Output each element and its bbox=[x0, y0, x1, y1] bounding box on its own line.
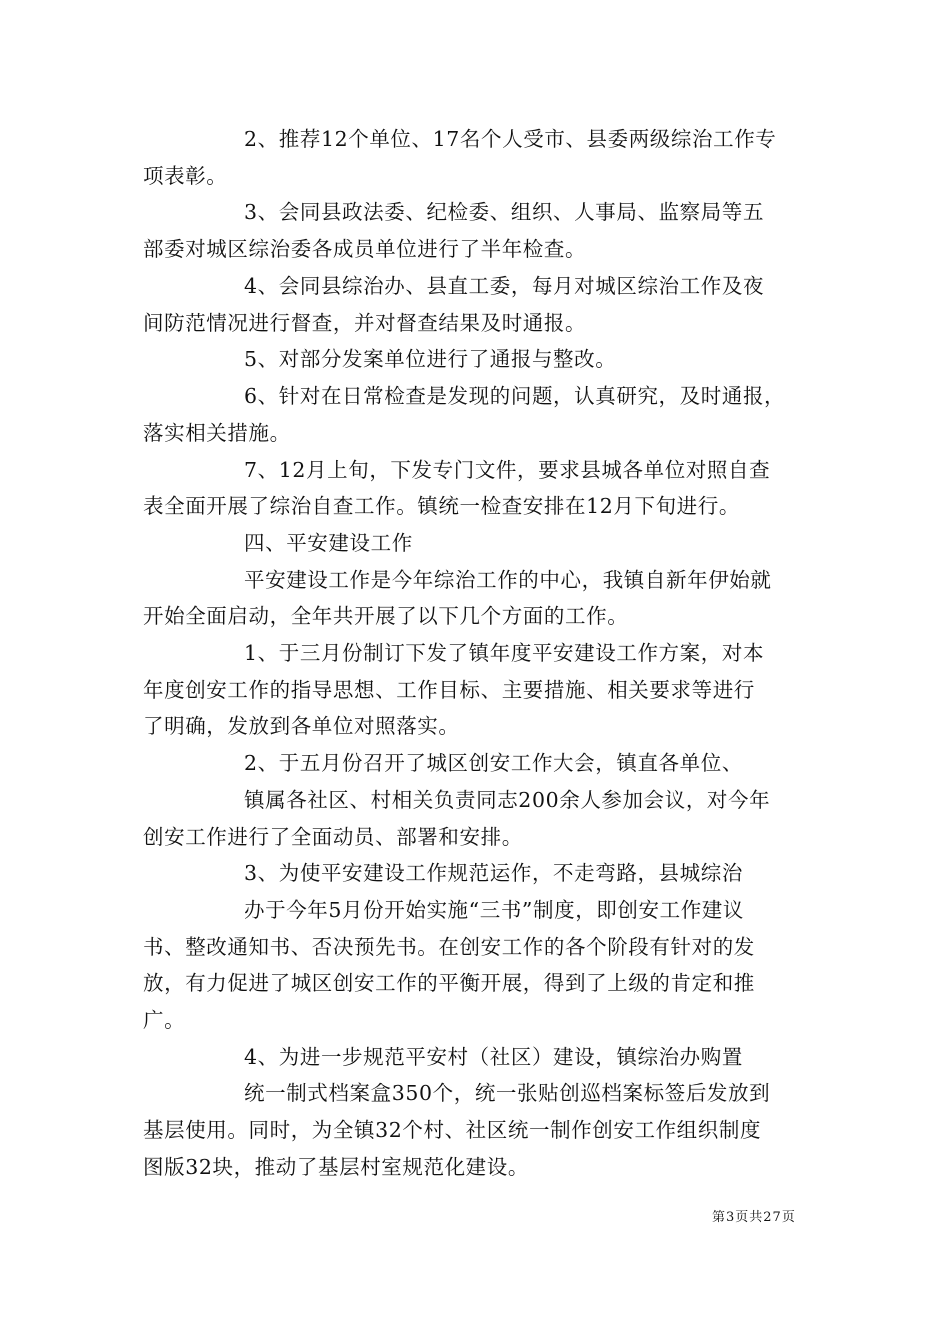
paragraph-line: 镇属各社区、村相关负责同志200余人参加会议，对今年 bbox=[244, 788, 771, 812]
paragraph-line: 广。 bbox=[143, 1008, 186, 1032]
paragraph-line: 4、会同县综治办、县直工委，每月对城区综治工作及夜 bbox=[244, 274, 765, 298]
paragraph-line: 创安工作进行了全面动员、部署和安排。 bbox=[143, 825, 523, 849]
paragraph-line: 间防范情况进行督查，并对督查结果及时通报。 bbox=[143, 311, 587, 335]
paragraph-line: 开始全面启动，全年共开展了以下几个方面的工作。 bbox=[143, 604, 629, 628]
paragraph-line: 1、于三月份制订下发了镇年度平安建设工作方案，对本 bbox=[244, 641, 765, 665]
paragraph-line: 放，有力促进了城区创安工作的平衡开展，得到了上级的肯定和推 bbox=[143, 971, 755, 995]
paragraph-line: 表全面开展了综治自查工作。镇统一检查安排在12月下旬进行。 bbox=[143, 494, 740, 518]
paragraph-line: 年度创安工作的指导思想、工作目标、主要措施、相关要求等进行 bbox=[143, 678, 755, 702]
paragraph-line: 项表彰。 bbox=[143, 164, 228, 188]
paragraph-line: 书、整改通知书、否决预先书。在创安工作的各个阶段有针对的发 bbox=[143, 935, 755, 959]
paragraph-line: 了明确，发放到各单位对照落实。 bbox=[143, 714, 460, 738]
paragraph-line: 部委对城区综治委各成员单位进行了半年检查。 bbox=[143, 237, 587, 261]
paragraph-line: 2、推荐12个单位、17名个人受市、县委两级综治工作专 bbox=[244, 127, 777, 151]
paragraph-line: 办于今年5月份开始实施“三书”制度，即创安工作建议 bbox=[244, 898, 745, 922]
paragraph-line: 落实相关措施。 bbox=[143, 421, 291, 445]
paragraph-line: 3、为使平安建设工作规范运作，不走弯路，县城综治 bbox=[244, 861, 743, 885]
paragraph-line: 基层使用。同时，为全镇32个村、社区统一制作创安工作组织制度 bbox=[143, 1118, 762, 1142]
paragraph-line: 4、为进一步规范平安村（社区）建设，镇综治办购置 bbox=[244, 1045, 743, 1069]
paragraph-line: 平安建设工作是今年综治工作的中心，我镇自新年伊始就 bbox=[244, 568, 772, 592]
paragraph-line: 3、会同县政法委、纪检委、组织、人事局、监察局等五 bbox=[244, 200, 765, 224]
paragraph-line: 7、12月上旬，下发专门文件，要求县城各单位对照自查 bbox=[244, 458, 771, 482]
paragraph-line: 图版32块，推动了基层村室规范化建设。 bbox=[143, 1155, 529, 1179]
section-heading: 四、平安建设工作 bbox=[244, 531, 413, 555]
paragraph-line: 统一制式档案盒350个，统一张贴创巡档案标签后发放到 bbox=[244, 1081, 771, 1105]
paragraph-line: 5、对部分发案单位进行了通报与整改。 bbox=[244, 347, 617, 371]
page-number-footer: 第3页共27页 bbox=[712, 1210, 796, 1225]
paragraph-line: 6、针对在日常检查是发现的问题，认真研究，及时通报， bbox=[244, 384, 786, 408]
paragraph-line: 2、于五月份召开了城区创安工作大会，镇直各单位、 bbox=[244, 751, 743, 775]
